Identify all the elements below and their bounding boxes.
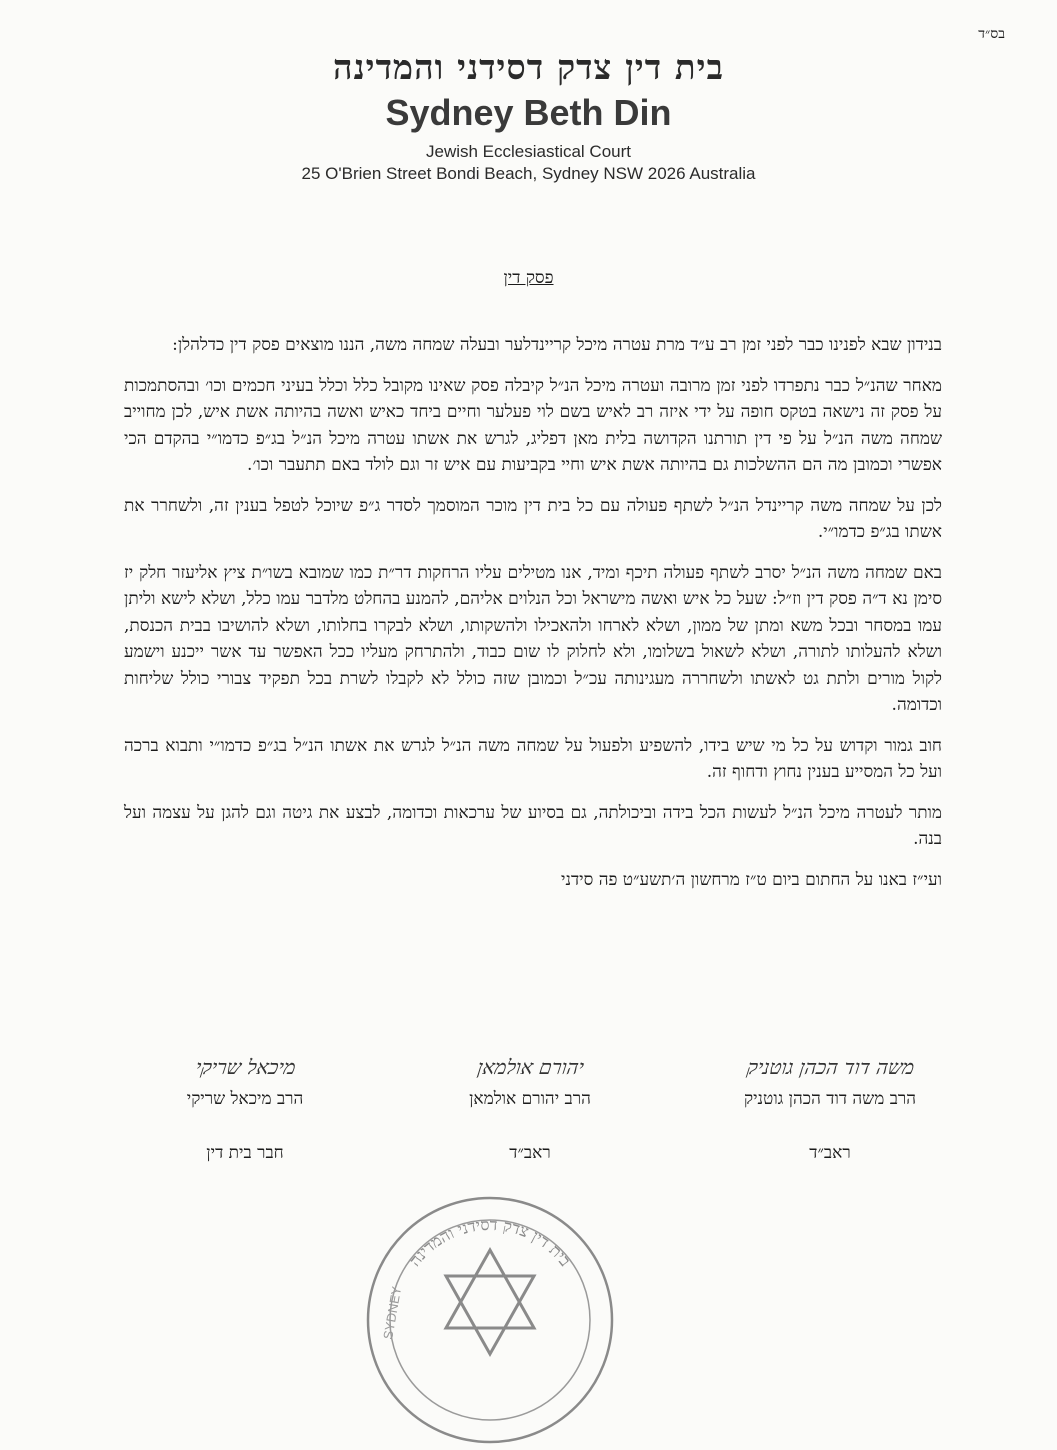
ruling-paragraph: מותר לעטרה מיכל הנ״ל לעשות הכל בידה וביכולתה, גם בסיוע של ערכאות וכדומה, לבצע את גיטה וגם להגן על עצמה ועל בנה.	[124, 802, 942, 849]
court-address: 25 O'Brien Street Bondi Beach, Sydney NSW 2026 Australia	[301, 164, 756, 183]
signer-name: הרב יהורם אולמאן	[469, 1089, 591, 1109]
signature-block	[110, 1055, 970, 1175]
signature-3	[130, 1055, 360, 1163]
hebrew-court-title: בית דין צדק דסידני והמדינה	[333, 48, 724, 88]
seal-inscription: בית דין צדק דסידני והמדינה	[405, 1214, 575, 1270]
ruling-closing: ועי״ז באנו על החתום ביום ט״ז מרחשון ה׳תשע״ט פה סידני	[561, 869, 942, 890]
court-seal-stamp	[360, 1190, 620, 1450]
signature-1	[690, 1055, 970, 1163]
court-subtitle: Jewish Ecclesiastical Court	[425, 142, 631, 161]
signer-name: הרב משה דוד הכהן גוטניק	[743, 1089, 917, 1109]
signer-role: ראב״ד	[809, 1143, 851, 1163]
star-of-david-icon	[446, 1250, 534, 1354]
ruling-title: פסק דין	[503, 268, 554, 288]
english-court-title: Sydney Beth Din	[385, 92, 672, 133]
handwritten-signature: יהורם אולמאן	[475, 1055, 586, 1079]
letterhead	[0, 48, 1057, 184]
ruling-paragraph: מאחר שהנ״ל כבר נתפרדו לפני זמן מרובה ועטרה מיכל הנ״ל קיבלה פסק שאינו מקובל כלל וכלל בעיני חכמים וכו׳ ובהסתמכות על פסק זה נישאה בטקס חופה על ידי איזה רב לאיש בשם לוי פעלער וחיים ביחד כאיש ואשה בהיותה אשת איש, לכן מחוייב שמחה משה הנ״ל על פי דין תורתנו הקדושה בלית מאן דפליג, לגרש את אשתו עטרה מיכל הנ״ל בג״פ כדמו״י בהקדם הכי אפשרי וכמובן מה הם ההשלכות גם בהיותה אשת איש וחיי בקביעות עם איש זר וגם לולד באם תתעבר וכו׳.	[124, 375, 942, 475]
bsd-mark: בס״ד	[978, 26, 1005, 42]
ruling-paragraph: בנידון שבא לפנינו כבר לפני זמן רב ע״ד מרת עטרה מיכל קריינדלער ובעלה שמחה משה, הננו מוצאים פסק דין כדלהלן:	[172, 335, 942, 355]
ruling-paragraph: חוב גמור וקדוש על כל מי שיש בידו, להשפיע ולפעול על שמחה משה הנ״ל לגרש את אשתו הנ״ל בג״פ כדמו״י ותבוא ברכה ועל כל המסייע בענין נחוץ ודחוף זה.	[124, 735, 942, 782]
handwritten-signature: משה דוד הכהן גוטניק	[745, 1055, 916, 1079]
signature-2	[410, 1055, 650, 1163]
handwritten-signature: מיכאל שריקי	[194, 1055, 298, 1079]
ruling-paragraph: לכן על שמחה משה קריינדל הנ״ל לשתף פעולה עם כל בית דין מוכר המוסמך לסדר ג״פ שיוכל לטפל בענין זה, ולשחרר את אשתו בג״פ כדמו״י.	[124, 495, 942, 542]
signer-role: חבר בית דין	[206, 1143, 284, 1163]
signer-role: ראב״ד	[509, 1143, 551, 1163]
seal-latin-text: SYDNEY	[380, 1285, 405, 1341]
ruling-paragraph: באם שמחה משה הנ״ל יסרב לשתף פעולה תיכף ומיד, אנו מטילים עליו הרחקות דר״ת כמו שמובא בשו״ת ציץ אליעזר חלק יז סימן נא ד״ה פסק דין וז״ל: שעל כל איש ואשה מישראל וכל הנלוים אליהם, להמנע בהחלט מלדבר עמו כלל, ושלא לישא וליתן עמו במסחר ובכל משא ומתן של ממון, ושלא לארחו ולהאכילו ולהשקותו, ושלא לבקרו בחלותו, ושלא להושיבו בבית הכנסת, ושלא להעלותו לתורה, ושלא לשאול בשלומו, ולא לחלוק לו שום כבוד, ולהתרחק מעליו ככל האפשר עד אשר ייכנע וישמע לקול מורים ולתת גט לאשתו ולשחררה מעגינותה עכ״ל וכמובן שזה כולל לא לקבלו לשרת בכל תפקיד צבורי כולל שליחות וכדומה.	[124, 562, 942, 715]
ruling-body	[124, 332, 942, 907]
signer-name: הרב מיכאל שריקי	[186, 1089, 304, 1109]
